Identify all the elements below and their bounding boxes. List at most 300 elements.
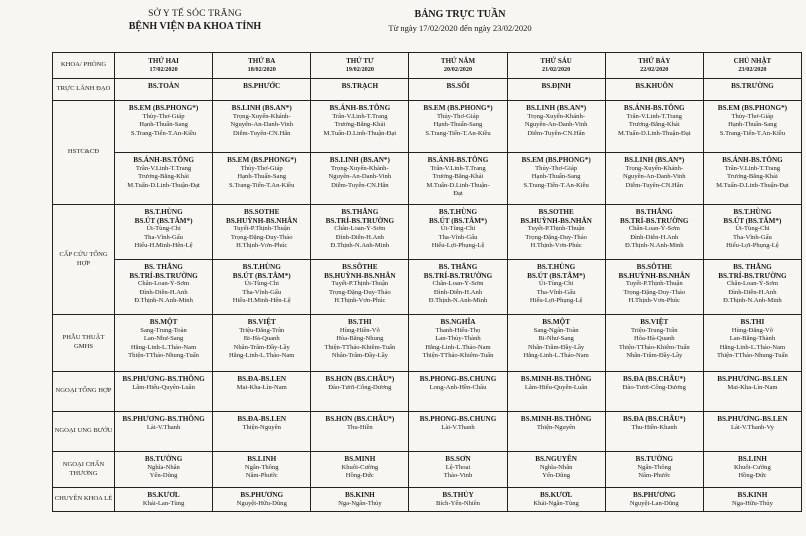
staff-line: M.Tuấn-D.Linh-Thuận- <box>426 181 490 189</box>
staff-line: Hằng-Linh-L.Thảo-Nam <box>719 343 786 351</box>
staff-line: Ngân-Thông <box>244 463 279 471</box>
staff-line: Hồng-Đức <box>345 472 374 480</box>
table-row <box>53 153 802 205</box>
staff-line: Thiện-Nguyên <box>242 423 281 431</box>
staff-line: Hiếu-H.Minh-Hên-Lệ <box>134 242 193 250</box>
department-label: NGOẠI CHẤN THƯƠNG <box>53 452 115 488</box>
staff-line: Út-Tùng-Chi <box>440 225 476 233</box>
staff-line: Đình-Diễn-H.Anh <box>728 288 777 296</box>
staff-line: Thiện-Nguyên <box>536 423 576 431</box>
staff-line: Nga-Ngân-Thủy <box>338 499 382 507</box>
staff-line: S.Trang-Tiến-T.An-Kiều <box>719 129 786 137</box>
lead-doctor: BS.ĐA-BS.LEN <box>237 415 287 423</box>
staff-line: S.Trang-Tiến-T.An-Kiều <box>130 129 197 137</box>
duty-cell <box>409 488 507 512</box>
staff-line: Yến-Dũng <box>542 472 571 480</box>
staff-line: Tuyết-P.Thịnh-Thuận <box>527 225 585 233</box>
lead-doctor: BS.PHƯƠNG <box>240 491 284 499</box>
lead-doctor: BS.EM (BS.PHONG*) <box>128 104 199 112</box>
duty-cell <box>311 412 409 452</box>
day-header <box>605 53 703 79</box>
staff-line: S.Trang-Tiến-T.An-Kiều <box>523 181 589 189</box>
lead-doctor: BS.ĐA (BS.CHÂU*) <box>623 415 686 423</box>
staff-line: Nguyên-An-Danh-Vinh <box>328 173 392 181</box>
lead-doctor: BS.ĐỊNH <box>541 82 571 90</box>
staff-line: Trọng-Xuyến-Khánh- <box>625 164 684 172</box>
lead-doctor: BS.HƠN (BS.CHÂU*) <box>325 375 395 383</box>
staff-line: Bi-Hà-Quanh <box>243 335 280 343</box>
duty-cell <box>115 315 213 372</box>
duty-cell <box>703 315 801 372</box>
staff-line: Thiện-TThảo-Nhung-Tuấn <box>128 352 199 360</box>
staff-line: Đình-Diễn-H.Anh <box>139 288 188 296</box>
lead-doctor: BS.ÁNH-BS.TÔNG <box>722 156 783 164</box>
lead-doctor: BS.SƠN <box>445 455 471 463</box>
lead-doctor: BS.MINH-BS.THÔNG <box>520 375 592 383</box>
staff-line: Trọng-Xuyến-Khánh- <box>232 112 291 120</box>
lead-doctor: BS.T.HÙNG <box>144 208 183 216</box>
staff-line: Hùng-Đăng-Võ <box>731 326 774 334</box>
staff-line: Hiếu-Lợi-Phụng-Lệ <box>431 242 485 250</box>
second-doctor: BS.HUỲNH-BS.NHÂN <box>618 271 691 280</box>
duty-cell <box>311 101 409 153</box>
second-doctor: BS.ÚT (BS.TÂM*) <box>232 271 291 280</box>
staff-line: Diễm-Tuyên-CN.Hân <box>331 181 389 189</box>
staff-line: Trương-Bằng-Khải <box>432 173 484 181</box>
staff-line: Hằng-Linh-L.Thảo-Nam <box>425 343 491 351</box>
staff-line: Trương-Bằng-Khải <box>727 173 778 181</box>
day-name: THỨ SÁU <box>540 57 572 66</box>
day-date: 19/02/2020 <box>345 66 374 74</box>
lead-doctor: BS.KINH <box>737 491 768 499</box>
document-title: BẢNG TRỰC TUẦN <box>414 9 506 20</box>
staff-line: Hạnh-Thuấn-Sang <box>531 173 581 181</box>
staff-line: Đ.Thịnh-N.Anh-Minh <box>134 297 193 305</box>
staff-line: Nhân-Trâm-Đầy-Lầy <box>331 352 388 360</box>
staff-line: Trương-Bằng-Khải <box>138 173 189 181</box>
duty-cell <box>115 79 213 101</box>
duty-cell <box>507 205 605 260</box>
lead-doctor: BS.PHƯƠNG-BS.THÔNG <box>122 415 205 423</box>
staff-line: Hồng-Đức <box>738 472 767 480</box>
staff-line: Trân-V.Linh-T.Trang <box>724 164 781 172</box>
lead-doctor: BS.SOTHE <box>244 208 280 216</box>
staff-line: Lan-Thủy-Thành <box>435 335 481 343</box>
lead-doctor: BS.ÁNH-BS.TÔNG <box>133 156 194 164</box>
duty-cell <box>507 488 605 512</box>
lead-doctor: BS.PHƯƠNG-BS.LEN <box>717 375 788 383</box>
second-doctor: BS.HUỲNH-BS.NHÂN <box>324 271 396 280</box>
duty-cell <box>605 488 703 512</box>
lead-doctor: BS.PHƯƠNG-BS.THÔNG <box>122 375 205 383</box>
staff-line: Thủy-Thơ-Giáp <box>437 112 479 120</box>
lead-doctor: BS.TRƯỜNG <box>731 82 774 90</box>
staff-line: Đ.Thịnh-N.Anh-Minh <box>330 242 390 250</box>
lead-doctor: BS.ÁNH-BS.TÔNG <box>623 104 685 112</box>
department-label: CHUYÊN KHOA LẺ <box>53 488 115 512</box>
duty-cell <box>409 205 507 260</box>
staff-line: Chân-Loan-Ý-Sơm <box>726 280 778 288</box>
day-date: 23/02/2020 <box>738 66 767 74</box>
duty-cell <box>213 315 311 372</box>
staff-line: Trương-Bằng-Khải <box>334 121 386 129</box>
staff-line: Sang-Trung-Toàn <box>140 326 187 334</box>
staff-line: Đào-Tươi-Công-Dương <box>622 383 686 391</box>
staff-line: Diễm-Tuyên-CN.Hân <box>527 129 585 137</box>
staff-line: Khuôi-Cường <box>734 463 771 471</box>
lead-doctor: BS. THẮNG <box>144 263 183 271</box>
corner-label: KHOA/ PHÒNG <box>53 53 115 79</box>
staff-line: Mai-Kha-Lìn-Nam <box>236 383 287 391</box>
staff-line: Yến-Dũng <box>149 472 178 480</box>
lead-doctor: BS.PHƯƠNG <box>632 491 676 499</box>
staff-line: Thủy-Thơ-Giáp <box>240 164 283 172</box>
staff-line: Hằng-Linh-L.Thảo-Nam <box>130 343 197 351</box>
duty-cell <box>605 79 703 101</box>
staff-line: Hòa-Băng-Nhung <box>336 335 384 343</box>
duty-cell <box>605 153 703 205</box>
staff-line: Lài-V.Thanh <box>146 423 181 431</box>
duty-cell <box>605 315 703 372</box>
staff-line: Thiện-TThảo-Khiêm-Tuấn <box>324 343 396 351</box>
lead-doctor: BS.NGUYÊN <box>535 455 577 463</box>
staff-line: Hạnh-Thuấn-Sang <box>139 121 188 129</box>
lead-doctor: BS.PHONG-BS.CHUNG <box>419 375 497 383</box>
day-date: 22/02/2020 <box>640 66 669 74</box>
lead-doctor: BS.EM (BS.PHONG*) <box>423 104 493 112</box>
staff-line: Nguyên-An-Danh-Vinh <box>230 121 294 129</box>
staff-line: Đình-Diễn-H.Anh <box>630 233 679 241</box>
duty-cell <box>311 488 409 512</box>
staff-line: M.Tuấn-D.Linh-Thuận-Đạt <box>716 181 789 189</box>
duty-cell <box>115 488 213 512</box>
duty-cell <box>605 452 703 488</box>
staff-line: Thủy-Thơ-Giáp <box>142 112 185 120</box>
document-period: Từ ngày 17/02/2020 đến ngày 23/02/2020 <box>388 23 532 33</box>
lead-doctor: BS.LINH (BS.AN*) <box>231 104 292 112</box>
duty-cell <box>507 260 605 315</box>
duty-cell <box>311 153 409 205</box>
table-header-row <box>53 53 802 79</box>
lead-doctor: BS.SÔTHE <box>636 263 672 271</box>
staff-line: Trân-V.Linh-T.Trang <box>430 164 486 172</box>
staff-line: Nhân-Trâm-Đầy-Lầy <box>233 343 290 351</box>
staff-line: Trọng-Đặng-Duy-Thảo <box>525 233 587 241</box>
day-header <box>409 53 507 79</box>
lead-doctor: BS.THI <box>347 318 372 326</box>
duty-cell <box>507 315 605 372</box>
staff-line: H.Thịnh-Vơn-Phúc <box>530 242 582 250</box>
duty-cell <box>507 79 605 101</box>
lead-doctor: BS.SỐI <box>446 82 470 90</box>
duty-cell <box>703 260 801 315</box>
staff-line: Đào-Tươi-Công-Dương <box>328 383 392 391</box>
staff-line: Nhân-Trâm-Đầy-Lầy <box>528 343 585 351</box>
lead-doctor: BS.THỦY <box>442 491 474 499</box>
roster-body <box>53 79 802 512</box>
staff-line: Trọng-Đặng-Duy-Thảo <box>623 288 686 296</box>
lead-doctor: BS.HƠN (BS.CHÂU*) <box>325 415 395 423</box>
lead-doctor: BS.KINH <box>344 491 375 499</box>
staff-line: Lệ-Thoai <box>445 463 471 471</box>
duty-cell <box>409 452 507 488</box>
day-date: 21/02/2020 <box>542 66 571 74</box>
staff-line: Nguyệt-Hữu-Dũng <box>236 499 287 507</box>
duty-cell <box>409 372 507 412</box>
staff-line: Thu-Hiền <box>347 423 373 431</box>
duty-cell <box>507 153 605 205</box>
staff-line: Hằng-Linh-L.Thảo-Nam <box>229 352 295 360</box>
duty-cell <box>605 260 703 315</box>
lead-doctor: BS.KƯƠL <box>147 491 180 499</box>
staff-line: S.Trang-Tiến-T.An-Kiều <box>425 129 491 137</box>
staff-line: Tha-Vĩnh-Gấu <box>144 233 183 241</box>
table-row <box>53 205 802 260</box>
day-name: THỨ NĂM <box>440 57 476 66</box>
duty-cell <box>507 101 605 153</box>
staff-line: Nghĩa-Nhân <box>147 463 180 471</box>
lead-doctor: BS.SOTHE <box>538 208 574 216</box>
staff-line: Nga-Hữu-Thủy <box>731 499 773 507</box>
day-header <box>703 53 801 79</box>
department-name: SỞ Y TẾ SÓC TRĂNG <box>148 9 242 19</box>
duty-cell <box>213 372 311 412</box>
staff-line: Tuyết-P.Thịnh-Thuận <box>331 280 389 288</box>
staff-line: Nguyên-An-Danh-Vinh <box>524 121 588 129</box>
staff-line: Tuyết-P.Thịnh-Thuận <box>625 280 683 288</box>
second-doctor: BS.TRÍ-BS.TRƯỜNG <box>718 271 787 280</box>
lead-doctor: BS.T.HÙNG <box>733 208 772 216</box>
duty-cell <box>311 79 409 101</box>
staff-line: Diễm-Tuyên-CN.Hân <box>625 181 683 189</box>
lead-doctor: BS.PHƯƠNG-BS.LEN <box>717 415 788 423</box>
staff-line: Hạnh-Thuấn-Sang <box>728 121 777 129</box>
lead-doctor: BS.SÔTHE <box>342 263 378 271</box>
staff-line: Lan-Băng-Thành <box>729 335 776 343</box>
staff-line: Trọng-Xuyến-Khánh- <box>527 112 585 120</box>
duty-cell <box>507 372 605 412</box>
lead-doctor: BS.TƯỜNG <box>144 455 183 463</box>
header-left <box>100 9 290 32</box>
staff-line: Thu-Hiền-Khanh <box>631 423 677 431</box>
second-doctor: BS.ÚT (BS.TÂM*) <box>134 216 193 225</box>
table-row <box>53 488 802 512</box>
duty-cell <box>703 79 801 101</box>
staff-line: H.Thịnh-Vơn-Phúc <box>334 297 386 305</box>
duty-cell <box>703 488 801 512</box>
staff-line: Hòa-Hà-Quanh <box>633 335 675 343</box>
hospital-name: BỆNH VIỆN ĐA KHOA TỈNH <box>128 21 262 32</box>
staff-line: H.Thịnh-Vơn-Phúc <box>628 297 680 305</box>
duty-cell <box>311 205 409 260</box>
second-doctor: BS.ÚT (BS.TÂM*) <box>429 216 487 225</box>
lead-doctor: BS.TRẠCH <box>341 82 379 90</box>
lead-doctor: BS.VIỆT <box>640 318 669 326</box>
lead-doctor: BS.EM (BS.PHONG*) <box>717 104 788 112</box>
day-name: THỨ BA <box>248 57 276 66</box>
staff-line: Trân-V.Linh-T.Trang <box>135 164 192 172</box>
staff-line: Chân-Loan-Ý-Sơm <box>138 280 190 288</box>
staff-line: Trọng-Đặng-Duy-Thảo <box>329 288 391 296</box>
department-label: CẤP CỨU TỔNG HỢP <box>53 205 115 315</box>
staff-line: Nhân-Trâm-Đầy-Lầy <box>626 352 683 360</box>
duty-cell <box>115 372 213 412</box>
duty-cell <box>115 412 213 452</box>
duty-cell <box>311 315 409 372</box>
duty-cell <box>409 412 507 452</box>
duty-cell <box>507 412 605 452</box>
department-label: HSTC&CĐ <box>53 101 115 205</box>
second-doctor: BS.TRÍ-BS.TRƯỜNG <box>423 271 493 280</box>
department-label: NGOẠI TỔNG HỢP <box>53 372 115 412</box>
lead-doctor: BS.KHUÔN <box>635 82 674 90</box>
staff-line: Đình-Diễn-H.Anh <box>335 233 384 241</box>
staff-line: Bi-Như-Sang <box>538 335 574 343</box>
staff-line: Đạt <box>453 190 463 198</box>
staff-line: Nâm-Phước <box>638 472 671 480</box>
staff-line: Hiếu-H.Minh-Hên-Lệ <box>232 297 291 305</box>
day-name: THỨ HAI <box>148 57 179 66</box>
duty-cell <box>115 452 213 488</box>
staff-line: Thanh-Hiếu-Thọ <box>435 326 481 334</box>
staff-line: Khải-Lan-Tùng <box>142 499 185 507</box>
staff-line: Út-Tùng-Chi <box>146 225 181 233</box>
lead-doctor: BS.LINH <box>737 455 767 463</box>
staff-line: Hạnh-Thuấn-Sang <box>433 121 483 129</box>
staff-line: Bích-Yến-Nhiên <box>436 499 480 507</box>
day-name: THỨ BẢY <box>638 57 671 66</box>
second-doctor: BS.TRÍ-BS.TRƯỜNG <box>129 271 198 280</box>
staff-line: Thiện-TThảo-Khiêm-Tuấn <box>422 352 494 360</box>
staff-line: Triệu-Đăng-Trân <box>239 326 285 334</box>
second-doctor: BS.HUỲNH-BS.NHÂN <box>520 216 592 225</box>
staff-line: Ngân-Thông <box>637 463 672 471</box>
staff-line: Tha-Vĩnh-Gấu <box>733 233 772 241</box>
day-header <box>115 53 213 79</box>
duty-cell <box>115 153 213 205</box>
staff-line: Đ.Thịnh-N.Anh-Minh <box>624 242 684 250</box>
day-name: CHỦ NHẬT <box>733 57 772 66</box>
table-row <box>53 260 802 315</box>
lead-doctor: BS.ĐA (BS.CHÂU*) <box>623 375 686 383</box>
lead-doctor: BS.MỘT <box>542 318 571 326</box>
lead-doctor: BS.LINH (BS.AN*) <box>624 156 685 164</box>
staff-line: Trân-V.Linh-T.Trang <box>332 112 388 120</box>
duty-cell <box>409 315 507 372</box>
staff-line: Hùng-Hiền-Võ <box>339 326 380 334</box>
day-name: THỨ TƯ <box>346 57 374 66</box>
duty-cell <box>409 260 507 315</box>
lead-doctor: BS.LINH (BS.AN*) <box>526 104 587 112</box>
lead-doctor: BS.ĐA-BS.LEN <box>237 375 287 383</box>
staff-line: Thảo-Vinh <box>443 472 473 480</box>
department-label: PHẪU THUẬT GMHS <box>53 315 115 372</box>
second-doctor: BS.ÚT (BS.TÂM*) <box>527 271 586 280</box>
staff-line: Lâm-Hiếu-Quyên-Luân <box>132 383 195 391</box>
table-row <box>53 452 802 488</box>
duty-cell <box>605 101 703 153</box>
lead-doctor: BS.THI <box>740 318 765 326</box>
staff-line: Đình-Diễn-H.Anh <box>433 288 483 296</box>
staff-line: M.Tuấn-D.Linh-Thuận-Đạt <box>617 129 691 137</box>
staff-line: Triệu-Trung-Trân <box>631 326 678 334</box>
staff-line: Khuôi-Cường <box>341 463 379 471</box>
duty-roster-table <box>52 52 802 512</box>
lead-doctor: BS.THẮNG <box>341 208 379 216</box>
duty-cell <box>409 79 507 101</box>
staff-line: Hằng-Linh-L.Thảo-Nam <box>523 352 589 360</box>
lead-doctor: BS.PHONG-BS.CHUNG <box>419 415 497 423</box>
lead-doctor: BS.ÁNH-BS.TÔNG <box>329 104 391 112</box>
duty-cell <box>213 79 311 101</box>
day-header <box>311 53 409 79</box>
duty-cell <box>213 260 311 315</box>
second-doctor: BS.ÚT (BS.TÂM*) <box>723 216 782 225</box>
second-doctor: BS.TRÍ-BS.TRƯỜNG <box>620 216 689 225</box>
staff-line: Tha-Vĩnh-Gấu <box>438 233 478 241</box>
duty-cell <box>703 452 801 488</box>
staff-line: Chân-Loan-Ý-Sơm <box>432 280 484 288</box>
duty-cell <box>213 101 311 153</box>
staff-line: Nghĩa-Nhân <box>539 463 573 471</box>
staff-line: Út-Tùng-Chi <box>735 225 770 233</box>
staff-line: Hạnh-Thuấn-Sang <box>237 173 287 181</box>
day-date: 18/02/2020 <box>247 66 276 74</box>
staff-line: Út-Tùng-Chi <box>244 280 279 288</box>
staff-line: Lâm-Hiếu-Quyên-Luân <box>524 383 588 391</box>
staff-line: Khải-Ngân-Tùng <box>533 499 579 507</box>
lead-doctor: BS.ÁNH-BS.TÔNG <box>427 156 489 164</box>
table-row <box>53 412 802 452</box>
duty-cell <box>605 412 703 452</box>
staff-line: Hiếu-Lợi-Phụng-Lệ <box>726 242 779 250</box>
staff-line: Nguyên-An-Danh-Vinh <box>622 173 686 181</box>
table-row <box>53 372 802 412</box>
staff-line: Lài-V.Thanh-Vy <box>730 423 774 431</box>
staff-line: Chân-Loan-Ý-Sơm <box>628 225 680 233</box>
staff-line: Trọng-Xuyến-Khánh- <box>331 164 389 172</box>
header-right <box>300 9 620 33</box>
second-doctor: BS.TRÍ-BS.TRƯỜNG <box>325 216 395 225</box>
staff-line: M.Tuấn-D.Linh-Thuận-Đạt <box>127 181 200 189</box>
duty-cell <box>703 372 801 412</box>
duty-cell <box>605 205 703 260</box>
department-label: NGOẠI UNG BƯỚU <box>53 412 115 452</box>
staff-line: Thiện-TThảo-Khiêm-Tuấn <box>618 343 690 351</box>
duty-cell <box>703 412 801 452</box>
lead-doctor: BS.T.HÙNG <box>242 263 281 271</box>
staff-line: Tha-Vĩnh-Gấu <box>536 288 576 296</box>
staff-line: Út-Tùng-Chi <box>538 280 574 288</box>
staff-line: Lan-Như-Sang <box>143 335 184 343</box>
staff-line: M.Tuấn-D.Linh-Thuận-Đạt <box>323 129 397 137</box>
duty-cell <box>409 101 507 153</box>
lead-doctor: BS.MINH-BS.THÔNG <box>520 415 592 423</box>
lead-doctor: BS.EM (BS.PHONG*) <box>521 156 591 164</box>
table-row <box>53 101 802 153</box>
lead-doctor: BS.KƯƠL <box>539 491 573 499</box>
lead-doctor: BS.LINH (BS.AN*) <box>329 156 390 164</box>
duty-cell <box>409 153 507 205</box>
lead-doctor: BS. THẮNG <box>733 263 772 271</box>
duty-cell <box>213 452 311 488</box>
duty-cell <box>703 205 801 260</box>
duty-cell <box>213 412 311 452</box>
staff-line: Lài-V.Thanh <box>441 423 475 431</box>
duty-cell <box>311 372 409 412</box>
day-header <box>213 53 311 79</box>
duty-cell <box>213 488 311 512</box>
